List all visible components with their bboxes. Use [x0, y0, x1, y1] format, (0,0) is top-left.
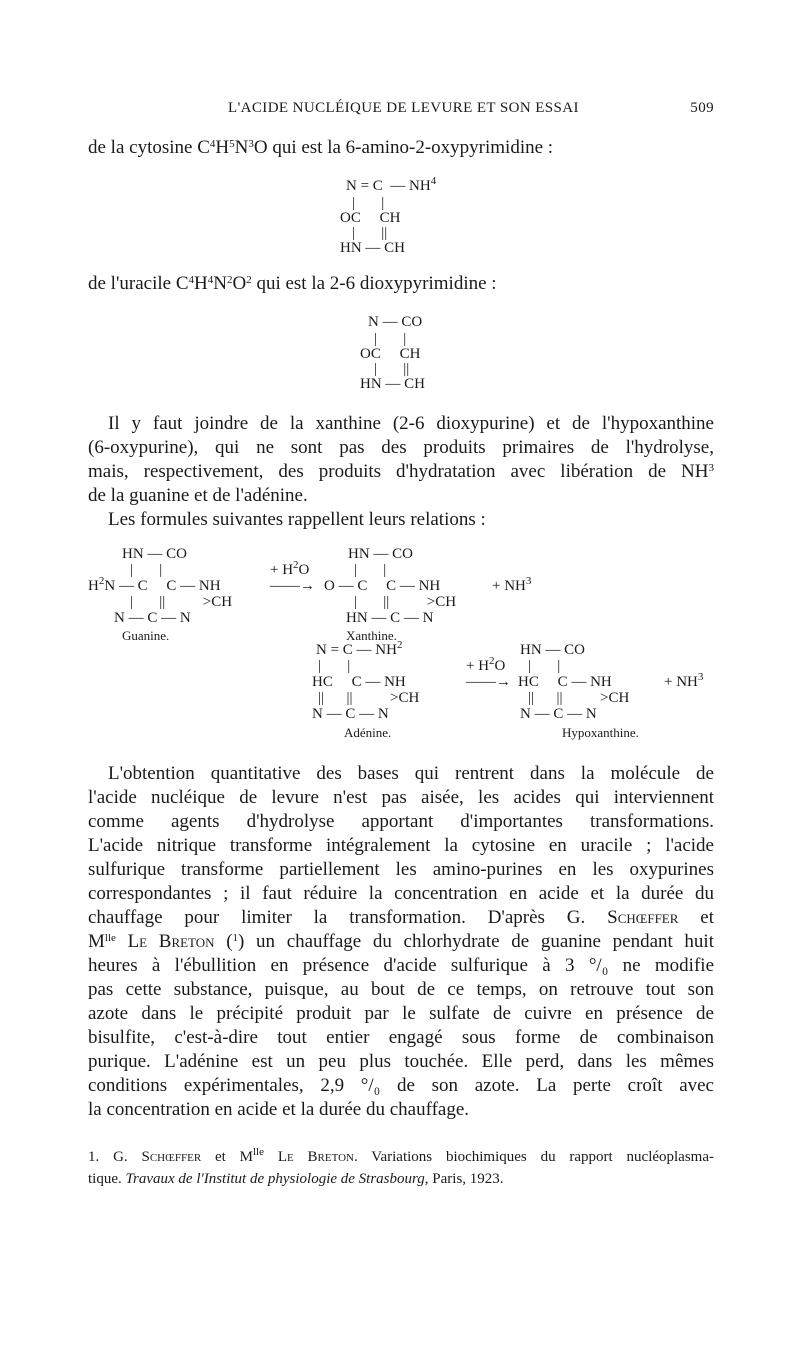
page-header — [88, 100, 714, 122]
guanine-label: Guanine. — [122, 628, 170, 643]
document-page: L'ACIDE NUCLÉIQUE DE LEVURE ET SON ESSAI 509 de la cytosine $C^4H^5N^3O$ qui est la 6-amino-2-oxypyrimidine : N = C — $NH^4$ | | OC CH | || HN — CH de l'uracile $C^4H^4N^2O^2$ qui est la 2-6 dioxypyrimidine : N — CO | | OC CH | || HN — CH Il y faut joindre de la xanthine (2-6 dioxypurine) et de l'hypoxanthine (6-oxypurine), qui ne sont pas des produits primaires de l'hydrolyse, mais, respectivement, des produits d'hydratation avec libération de $NH^3$ de la guanine et de l'adénine. Les formules suivantes rappellent leurs relations : HN — CO | | $H^2N$ — C C — NH | || >CH N — C — N Guanine. + $H^2O$ ——→ HN — CO | | O — C C — NH | || >CH HN — C — N Xanthine. + $NH^3$ N = C — $NH^2$ | | HC C — NH || || >CH N — C — N Adénine. + $H^2O$ ——→ HN — CO | | HC C — NH || || >CH N — C — N Hypoxanthine. + $NH^3$ L'obtention quantitative des bases qui rentrent dans la molécule de l'acide nucléique de levure n'est pas aisée, les acides qui interviennent comme agents d'hydrolyse apportant d'importantes transformations. L'acide nitrique transforme intégralement la cytosine en uracile ; l'acide sulfurique transforme partiellement les amino-purines en les oxypurines correspondantes ; il faut réduire la concentration en acide et la durée du chauffage pour limiter la transformation. D'après G. Schœffer et $M^{lle}$ Le Breton ($^1$) un chauffage du chlorhydrate de guanine pendant huit heures à l'ébullition en présence d'acide sulfurique à 3 °/₀ ne modifie pas cette substance, puisque, au bout de ce temps, on retrouve tout son azote dans le précipité produit par le sulfate de cuivre en présence de bisulfite, c'est-à-dire tout entier engagé sous forme de combinaison purique. L'adénine est un peu plus touchée. Elle perd, dans les mêmes conditions expérimentales, 2,9 °/₀ de son azote. La perte croît avec la concentration en acide et la durée du chauffage. 1. G. Schœffer et $M^{lle}$ Le Breton. Variations biochimiques du rapport nucléoplasma- tique. Travaux de l'Institut de physiologie de Strasbourg, Paris, 1923. — [88, 100, 715, 1187]
paragraph3-line4: de la guanine et de l'adénine. — [88, 485, 308, 506]
hypoxanthine-label: Hypoxanthine. — [562, 725, 639, 740]
reaction-arrow-2: ——→ — [466, 674, 511, 690]
page-number: 509 — [690, 100, 714, 116]
adenine-label: Adénine. — [344, 725, 392, 740]
cytosine-intro: de la cytosine $C^4H^5N^3O$ qui est la 6-amino-2-oxypyrimidine : — [88, 137, 554, 158]
relations-intro: Les formules suivantes rappellent leurs relations : — [108, 509, 486, 530]
running-title: L'ACIDE NUCLÉIQUE DE LEVURE ET SON ESSAI — [228, 100, 579, 116]
paragraph3-line2: (6-oxypurine), qui ne sont pas des produits primaires de l'hydrolyse, — [88, 437, 714, 458]
uracil-intro: de l'uracile $C^4H^4N^2O^2$ qui est la 2-6 dioxypyrimidine : — [88, 273, 497, 294]
reaction-arrow: ——→ — [270, 578, 315, 594]
paragraph3-line3: mais, respectivement, des produits d'hydratation avec libération de $NH^3$ — [88, 461, 714, 482]
paragraph3-line1: Il y faut joindre de la xanthine (2-6 dioxypurine) et de l'hypoxanthine — [108, 413, 714, 434]
xanthine-label: Xanthine. — [346, 628, 397, 643]
